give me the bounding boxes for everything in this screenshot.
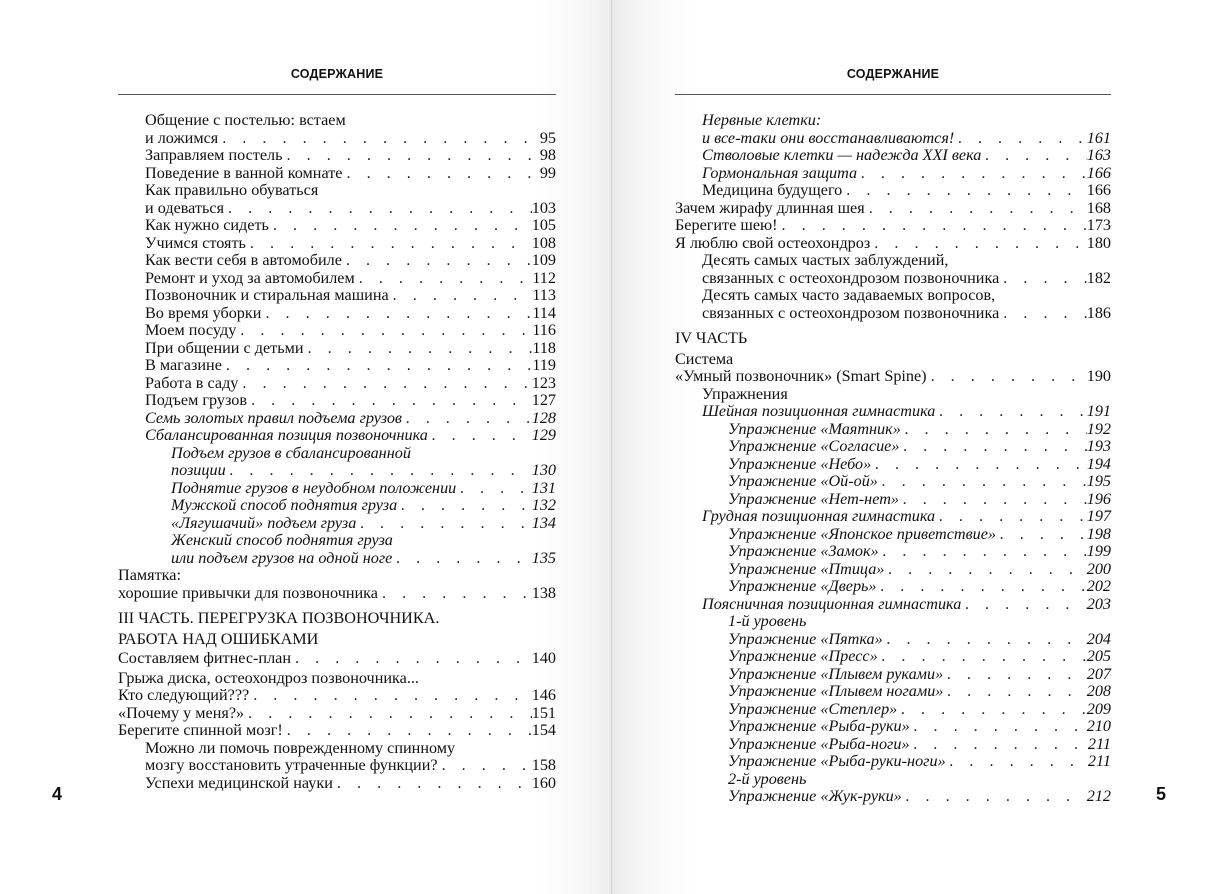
toc-entry-page-number: 151 xyxy=(531,703,556,722)
dot-leader xyxy=(943,666,1087,684)
toc-entry-title: Упражнение «Небо» xyxy=(728,454,872,473)
toc-entry-page-number: 160 xyxy=(531,773,556,792)
toc-entry-page-number: 194 xyxy=(1086,454,1111,473)
dot-leader xyxy=(249,687,532,705)
toc-entry-title: 1-й уровень xyxy=(728,612,807,630)
toc-entry-page-number: 196 xyxy=(1086,489,1111,508)
toc-entry-title: Сбалансированная позиция позвоночника xyxy=(145,426,428,444)
running-head: СОДЕРЖАНИЕ xyxy=(290,67,384,81)
toc-entry-page-number: 109 xyxy=(531,251,556,269)
toc-entry xyxy=(118,775,556,793)
toc-entry-title: Во время уборки xyxy=(145,303,262,322)
dot-leader xyxy=(378,585,532,603)
toc-entry-page-number: 161 xyxy=(1086,128,1111,147)
toc-entry-title: связанных с остеохондрозом позвоночника xyxy=(702,303,1000,322)
toc-entry-title: Упражнение «Степлер» xyxy=(728,699,898,718)
toc-entry-title: Заправляем постель xyxy=(145,146,283,164)
toc-entry xyxy=(118,670,556,688)
toc-entry xyxy=(675,718,1111,736)
toc-entry-title: Успехи медицинской науки xyxy=(145,773,333,792)
dot-leader xyxy=(870,235,1086,253)
toc-entry-page-number: 131 xyxy=(531,478,556,497)
toc-entry-title: Кто следующий??? xyxy=(118,686,250,704)
toc-entry-page-number: 180 xyxy=(1086,233,1111,252)
toc-entry-title: Упражнение «Согласие» xyxy=(728,437,900,455)
dot-leader xyxy=(355,270,533,288)
toc-entry xyxy=(118,182,556,200)
toc-entry-title: Семь золотых правил подъема грузов xyxy=(145,408,402,427)
toc-entry xyxy=(118,305,556,323)
toc-entry xyxy=(675,217,1111,235)
toc-entry-title: Моем посуду xyxy=(145,321,237,339)
toc-entry xyxy=(118,631,556,649)
dot-leader xyxy=(778,217,1087,235)
toc-entry xyxy=(118,392,556,410)
toc-entry-title: Упражнение «Плывем ногами» xyxy=(728,682,944,700)
toc-entry-page-number: 123 xyxy=(531,373,556,392)
toc-entry-title: РАБОТА НАД ОШИБКАМИ xyxy=(118,629,319,648)
toc-entry-title: Берегите шею! xyxy=(675,216,778,234)
toc-entry-title: хорошие привычки для позвоночника xyxy=(118,583,378,602)
toc-entry-page-number: 127 xyxy=(531,391,556,409)
toc-entry-page-number: 95 xyxy=(539,128,556,147)
toc-entry xyxy=(118,270,556,288)
toc-entry-page-number: 135 xyxy=(531,548,556,567)
toc-entry-page-number: 146 xyxy=(531,686,556,704)
toc-entry-page-number: 209 xyxy=(1086,699,1111,718)
dot-leader xyxy=(224,200,532,218)
toc-entry-title: Подъем грузов xyxy=(145,391,248,409)
toc-entry xyxy=(675,771,1111,789)
toc-entry-page-number: 192 xyxy=(1086,419,1111,438)
toc-entry xyxy=(118,410,556,428)
dot-leader xyxy=(428,427,532,445)
toc-entry xyxy=(118,705,556,723)
toc-entry-title: Поднятие грузов в неудобном положении xyxy=(171,478,457,497)
toc-entry-title: Мужской способ поднятия груза xyxy=(171,496,398,514)
right-page xyxy=(612,0,1224,894)
toc-entry-page-number: 128 xyxy=(531,408,556,427)
dot-leader xyxy=(857,165,1087,183)
toc-entry-title: Десять самых часто задаваемых вопросов, xyxy=(702,286,996,304)
toc-entry xyxy=(675,386,1111,404)
toc-entry xyxy=(675,182,1111,200)
toc-entry-page-number: 132 xyxy=(531,496,556,514)
toc-entry xyxy=(675,596,1111,614)
toc-entry-page-number: 168 xyxy=(1086,198,1111,217)
toc-entry-title: Гормональная защита xyxy=(702,163,858,182)
dot-leader xyxy=(342,252,532,270)
toc-entry-page-number: 166 xyxy=(1086,181,1111,199)
toc-entry-page-number: 205 xyxy=(1086,647,1111,665)
toc-entry xyxy=(118,217,556,235)
toc-entry-page-number: 113 xyxy=(532,286,556,304)
toc-entry xyxy=(675,648,1111,666)
toc-entry-page-number: 190 xyxy=(1086,367,1111,385)
toc-entry xyxy=(675,508,1111,526)
toc-entry xyxy=(675,305,1111,323)
toc-entry xyxy=(118,357,556,375)
toc-entry-page-number: 98 xyxy=(539,146,556,164)
dot-leader xyxy=(935,403,1086,421)
toc-entry-title: Упражнение «Пресс» xyxy=(728,647,878,665)
dot-leader xyxy=(456,480,531,498)
dot-leader xyxy=(269,217,532,235)
toc-entry-page-number: 203 xyxy=(1086,594,1111,613)
toc-entry-page-number: 114 xyxy=(532,303,556,322)
toc-entry-page-number: 158 xyxy=(531,756,556,774)
dot-leader xyxy=(899,438,1086,456)
toc-section-heading xyxy=(675,330,1111,348)
toc-entry-title: Упражнение «Жук-руки» xyxy=(728,787,902,805)
toc-entry-page-number: 105 xyxy=(531,216,556,234)
toc-entry xyxy=(118,130,556,148)
toc-entry xyxy=(675,788,1111,806)
dot-leader xyxy=(438,757,532,775)
toc-entry-title: В магазине xyxy=(145,356,222,374)
toc-entry-page-number: 211 xyxy=(1087,734,1111,753)
toc-entry xyxy=(118,445,556,463)
dot-leader xyxy=(910,718,1087,736)
toc-entry-title: Упражнения xyxy=(702,384,788,403)
toc-entry xyxy=(118,235,556,253)
table-of-contents xyxy=(675,112,1111,806)
toc-entry xyxy=(118,550,556,568)
toc-entry xyxy=(118,375,556,393)
page-number: 5 xyxy=(1156,784,1167,804)
toc-entry-title: или подъем грузов на одной ноге xyxy=(171,548,393,567)
dot-leader xyxy=(996,526,1087,544)
toc-entry xyxy=(675,683,1111,701)
toc-entry-page-number: 208 xyxy=(1086,682,1111,700)
toc-entry-title: «Лягушачий» подъем груза xyxy=(171,513,357,532)
dot-leader xyxy=(865,200,1087,218)
toc-entry xyxy=(675,526,1111,544)
toc-entry-title: Упражнение «Японское приветствие» xyxy=(728,524,997,543)
toc-entry xyxy=(118,480,556,498)
toc-entry-title: Упражнение «Плывем руками» xyxy=(728,664,944,683)
toc-entry xyxy=(675,287,1111,305)
dot-leader xyxy=(877,578,1087,596)
toc-entry-title: Десять самых частых заблуждений, xyxy=(702,251,949,269)
page-number: 4 xyxy=(52,784,63,804)
toc-entry xyxy=(118,112,556,130)
toc-entry-title: Подъем грузов в сбалансированной xyxy=(171,443,411,462)
toc-entry-title: При общении с детьми xyxy=(145,338,304,357)
header-rule xyxy=(675,94,1111,95)
toc-entry-page-number: 173 xyxy=(1086,216,1111,234)
toc-entry-title: мозгу восстановить утраченные функции? xyxy=(145,756,438,774)
dot-leader xyxy=(246,235,532,253)
toc-entry xyxy=(675,666,1111,684)
toc-entry-title: «Почему у меня?» xyxy=(118,703,245,722)
dot-leader xyxy=(961,596,1086,614)
toc-entry xyxy=(675,561,1111,579)
table-of-contents xyxy=(118,112,556,792)
toc-entry xyxy=(675,578,1111,596)
toc-entry xyxy=(675,613,1111,631)
toc-entry-title: Можно ли помочь поврежденному спинному xyxy=(145,738,456,757)
dot-leader xyxy=(902,788,1087,806)
toc-entry-page-number: 202 xyxy=(1086,577,1111,595)
toc-entry xyxy=(118,252,556,270)
toc-entry-page-number: 191 xyxy=(1086,402,1111,420)
dot-leader xyxy=(402,410,532,428)
toc-entry-page-number: 200 xyxy=(1086,559,1111,578)
dot-leader xyxy=(261,305,532,323)
toc-entry-page-number: 210 xyxy=(1086,717,1111,735)
toc-entry-title: Упражнение «Замок» xyxy=(728,542,879,560)
dot-leader xyxy=(356,515,531,533)
toc-entry xyxy=(675,421,1111,439)
toc-entry-page-number: 112 xyxy=(532,268,556,287)
dot-leader xyxy=(935,508,1087,526)
dot-leader xyxy=(333,775,532,793)
toc-entry xyxy=(675,270,1111,288)
toc-entry-title: Упражнение «Рыба-руки» xyxy=(728,717,910,735)
toc-entry-title: Грудная позиционная гимнастика xyxy=(702,507,936,525)
dot-leader xyxy=(899,491,1087,509)
toc-entry-title: III ЧАСТЬ. ПЕРЕГРУЗКА ПОЗВОНОЧНИКА. xyxy=(118,609,440,627)
toc-entry xyxy=(118,650,556,668)
toc-entry-page-number: 119 xyxy=(532,356,556,374)
dot-leader xyxy=(238,375,531,393)
dot-leader xyxy=(878,473,1087,491)
toc-entry-title: Учимся стоять xyxy=(145,233,246,252)
toc-entry xyxy=(118,515,556,533)
toc-entry xyxy=(675,543,1111,561)
dot-leader xyxy=(392,550,531,568)
toc-entry-title: Поведение в ванной комнате xyxy=(145,163,343,182)
toc-entry-page-number: 130 xyxy=(531,461,556,479)
toc-entry-title: 2-й уровень xyxy=(728,769,807,788)
dot-leader xyxy=(897,701,1086,719)
toc-entry-page-number: 186 xyxy=(1086,303,1111,322)
toc-entry-title: Упражнение «Рыба-руки-ноги» xyxy=(728,752,946,770)
toc-entry xyxy=(118,462,556,480)
toc-entry xyxy=(675,200,1111,218)
dot-leader xyxy=(878,648,1087,666)
toc-entry xyxy=(118,585,556,603)
toc-entry xyxy=(118,287,556,305)
dot-leader xyxy=(247,392,532,410)
toc-entry-title: Упражнение «Ой-ой» xyxy=(728,472,878,490)
toc-entry-page-number: 207 xyxy=(1086,664,1111,683)
toc-entry-page-number: 195 xyxy=(1086,472,1111,490)
toc-entry-title: Как вести себя в автомобиле xyxy=(145,251,342,269)
toc-entry xyxy=(675,753,1111,771)
toc-entry xyxy=(675,368,1111,386)
toc-entry-page-number: 154 xyxy=(531,721,556,739)
dot-leader xyxy=(236,322,532,340)
toc-entry xyxy=(118,532,556,550)
toc-entry xyxy=(675,147,1111,165)
toc-entry-title: Упражнение «Нет-нет» xyxy=(728,489,899,508)
toc-section-heading xyxy=(118,610,556,628)
dot-leader xyxy=(218,130,540,148)
toc-entry xyxy=(118,722,556,740)
dot-leader xyxy=(999,305,1086,323)
dot-leader xyxy=(927,368,1087,386)
toc-entry-page-number: 99 xyxy=(539,163,556,182)
dot-leader xyxy=(397,497,532,515)
toc-entry-title: Грыжа диска, остеохондроз позвоночника... xyxy=(118,668,419,687)
toc-entry xyxy=(675,438,1111,456)
toc-entry-title: Работа в саду xyxy=(145,373,239,392)
toc-entry xyxy=(675,701,1111,719)
toc-entry xyxy=(675,252,1111,270)
dot-leader xyxy=(910,736,1088,754)
toc-entry-page-number: 129 xyxy=(531,426,556,444)
toc-entry xyxy=(118,567,556,585)
toc-entry-title: Как нужно сидеть xyxy=(145,216,269,234)
toc-entry-title: IV ЧАСТЬ xyxy=(675,329,748,347)
toc-entry xyxy=(118,340,556,358)
toc-entry-title: Позвоночник и стиральная машина xyxy=(145,286,389,304)
toc-entry xyxy=(118,687,556,705)
toc-entry-title: Система xyxy=(675,349,734,368)
toc-entry xyxy=(675,165,1111,183)
toc-entry-title: Составляем фитнес-план xyxy=(118,649,292,667)
toc-entry-page-number: 116 xyxy=(532,321,556,339)
running-head: СОДЕРЖАНИЕ xyxy=(846,67,940,81)
toc-entry-title: Упражнение «Маятник» xyxy=(728,419,901,438)
toc-entry-title: Зачем жирафу длинная шея xyxy=(675,198,865,217)
toc-entry-title: Упражнение «Дверь» xyxy=(728,577,877,595)
toc-entry-title: Упражнение «Рыба-ноги» xyxy=(728,734,910,753)
dot-leader xyxy=(999,270,1086,288)
dot-leader xyxy=(842,182,1086,200)
dot-leader xyxy=(901,421,1087,439)
toc-entry xyxy=(118,497,556,515)
dot-leader xyxy=(304,340,533,358)
toc-entry xyxy=(118,757,556,775)
dot-leader xyxy=(291,650,532,668)
header-rule xyxy=(118,94,556,95)
toc-entry xyxy=(118,427,556,445)
toc-entry-page-number: 118 xyxy=(532,338,556,357)
toc-entry-page-number: 138 xyxy=(531,583,556,602)
toc-entry-title: Стволовые клетки — надежда XXI века xyxy=(702,146,982,164)
toc-entry-title: Как правильно обуваться xyxy=(145,181,319,199)
dot-leader xyxy=(884,561,1086,579)
toc-entry-title: позиции xyxy=(171,461,226,479)
toc-entry xyxy=(675,456,1111,474)
toc-entry-title: и одеваться xyxy=(145,198,225,217)
toc-entry xyxy=(118,740,556,758)
toc-entry xyxy=(675,473,1111,491)
toc-entry xyxy=(675,491,1111,509)
toc-entry xyxy=(118,200,556,218)
toc-entry-page-number: 212 xyxy=(1086,787,1111,805)
dot-leader xyxy=(946,753,1088,771)
toc-entry-title: Медицина будущего xyxy=(702,181,843,199)
toc-entry-title: Ремонт и уход за автомобилем xyxy=(145,268,355,287)
toc-entry-title: Я люблю свой остеохондроз xyxy=(675,233,871,252)
toc-entry xyxy=(118,147,556,165)
toc-entry-title: Упражнение «Птица» xyxy=(728,559,885,578)
dot-leader xyxy=(879,543,1087,561)
toc-entry-title: «Умный позвоночник» (Smart Spine) xyxy=(675,367,927,385)
toc-entry xyxy=(675,351,1111,369)
toc-entry-page-number: 108 xyxy=(531,233,556,252)
toc-entry xyxy=(675,130,1111,148)
toc-entry-title: связанных с остеохондрозом позвоночника xyxy=(702,268,1000,287)
dot-leader xyxy=(883,631,1087,649)
toc-entry xyxy=(675,112,1111,130)
toc-entry-page-number: 211 xyxy=(1087,752,1111,770)
dot-leader xyxy=(222,357,532,375)
toc-entry-page-number: 204 xyxy=(1086,629,1111,648)
dot-leader xyxy=(389,287,533,305)
dot-leader xyxy=(342,165,539,183)
toc-entry-page-number: 193 xyxy=(1086,437,1111,455)
toc-entry xyxy=(118,165,556,183)
dot-leader xyxy=(954,130,1086,148)
toc-entry xyxy=(675,403,1111,421)
toc-entry-title: Упражнение «Пятка» xyxy=(728,629,883,648)
toc-entry-title: и все-таки они восстанавливаются! xyxy=(702,128,955,147)
toc-entry-page-number: 134 xyxy=(531,513,556,532)
toc-entry xyxy=(675,736,1111,754)
toc-entry-page-number: 199 xyxy=(1086,542,1111,560)
toc-entry xyxy=(675,631,1111,649)
toc-entry-page-number: 163 xyxy=(1086,146,1111,164)
dot-leader xyxy=(283,147,540,165)
toc-entry-title: Поясничная позиционная гимнастика xyxy=(702,594,962,613)
dot-leader xyxy=(226,462,532,480)
toc-entry-page-number: 140 xyxy=(531,649,556,667)
toc-entry xyxy=(118,322,556,340)
toc-entry-title: и ложимся xyxy=(145,128,219,147)
toc-entry-page-number: 103 xyxy=(531,198,556,217)
toc-entry-page-number: 197 xyxy=(1086,507,1111,525)
dot-leader xyxy=(283,722,532,740)
dot-leader xyxy=(244,705,532,723)
toc-entry-title: Женский способ поднятия груза xyxy=(171,531,393,549)
toc-entry-title: Берегите спинной мозг! xyxy=(118,721,283,739)
dot-leader xyxy=(943,683,1086,701)
toc-entry-title: Общение с постелью: встаем xyxy=(145,111,346,129)
toc-entry-title: Памятка: xyxy=(118,566,181,584)
toc-entry-title: Шейная позиционная гимнастика xyxy=(702,402,936,420)
dot-leader xyxy=(871,456,1086,474)
toc-entry-page-number: 198 xyxy=(1086,524,1111,543)
toc-entry-page-number: 182 xyxy=(1086,268,1111,287)
toc-entry-title: Нервные клетки: xyxy=(702,111,822,129)
toc-entry-page-number: 166 xyxy=(1086,163,1111,182)
dot-leader xyxy=(981,147,1086,165)
toc-entry xyxy=(675,235,1111,253)
